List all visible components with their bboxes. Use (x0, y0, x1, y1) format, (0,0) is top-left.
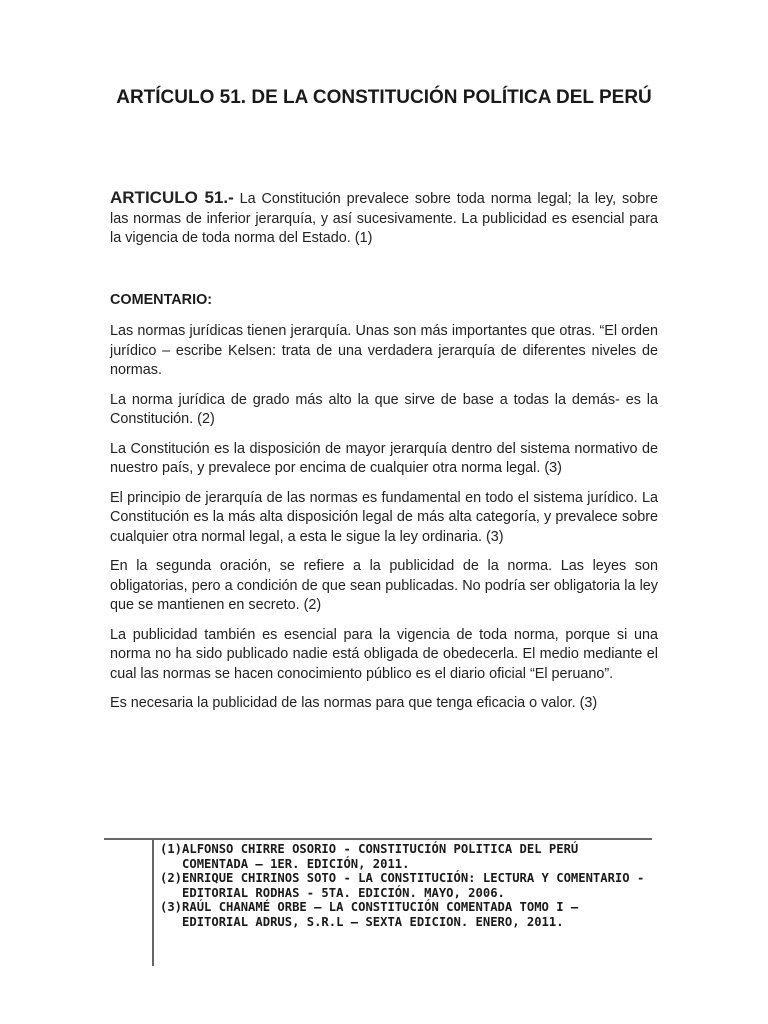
comment-paragraph: Es necesaria la publicidad de las normas para que tenga eficacia o valor. (3) (110, 695, 598, 711)
reference-text: ENRIQUE CHIRINOS SOTO - LA CONSTITUCIÓN: LECTURA Y COMENTARIO - EDITORIAL RODHAS - 5TA. EDICIÓN. MAYO, 2006. (182, 871, 645, 900)
reference-text: ALFONSO CHIRRE OSORIO - CONSTITUCIÓN POLITICA DEL PERÚ COMENTADA – 1ER. EDICIÓN, 2011. (182, 842, 579, 871)
reference-item (160, 900, 650, 929)
article-paragraph (110, 188, 658, 249)
comment-paragraph: El principio de jerarquía de las normas es fundamental en todo el sistema jurídico. La Constitución es la más alta disposición legal de más alta categoría, y prevalece sobre cualquier otra normal legal, a esta le sigue la ley ordinaria. (3) (110, 489, 658, 545)
references-top-rule (104, 838, 652, 840)
reference-number: (1) (160, 842, 183, 856)
article-label: ARTICULO 51.- (110, 188, 234, 207)
reference-text: RAÚL CHANAMÉ ORBE – LA CONSTITUCIÓN COMENTADA TOMO I – EDITORIAL ADRUS, S.R.L – SEXTA EDICION. ENERO, 2011. (182, 900, 579, 929)
comment-paragraph: La norma jurídica de grado más alto la que sirve de base a todas la demás- es la Constitución. (2) (110, 391, 658, 427)
references-list (160, 842, 650, 930)
reference-number: (2) (160, 871, 183, 886)
comment-paragraph: Las normas jurídicas tienen jerarquía. Unas son más importantes que otras. “El orden jurídico – escribe Kelsen: trata de una verdadera jerarquía de diferentes niveles de normas. (110, 323, 658, 378)
page-title: ARTÍCULO 51. DE LA CONSTITUCIÓN POLÍTICA DEL PERÚ (116, 87, 652, 108)
comment-heading: COMENTARIO: (110, 292, 213, 308)
article-text: La Constitución prevalece sobre toda norma legal; la ley, sobre las normas de inferior jerarquía, y así sucesivamente. La publicidad es esencial para la vigencia de toda norma del Estado. (1) (110, 191, 658, 246)
reference-number: (3) (160, 900, 183, 915)
reference-item (160, 842, 650, 871)
comment-paragraph: En la segunda oración, se refiere a la publicidad de la norma. Las leyes son obligatorias, pero a condición de que sean publicadas. No podría ser obligatoria la ley que se mantienen en secreto. (2) (110, 558, 658, 613)
comment-paragraph: La publicidad también es esencial para la vigencia de toda norma, porque si una norma no ha sido publicado nadie está obligada de obedecerla. El medio mediante el cual las normas se hacen conocimiento público es el diario oficial “El peruano”. (110, 626, 658, 682)
reference-item (160, 871, 650, 900)
comment-body (110, 322, 658, 724)
references-left-rule (152, 838, 154, 966)
comment-paragraph: La Constitución es la disposición de mayor jerarquía dentro del sistema normativo de nuestro país, y prevalece por encima de cualquier otra norma legal. (3) (110, 440, 658, 476)
